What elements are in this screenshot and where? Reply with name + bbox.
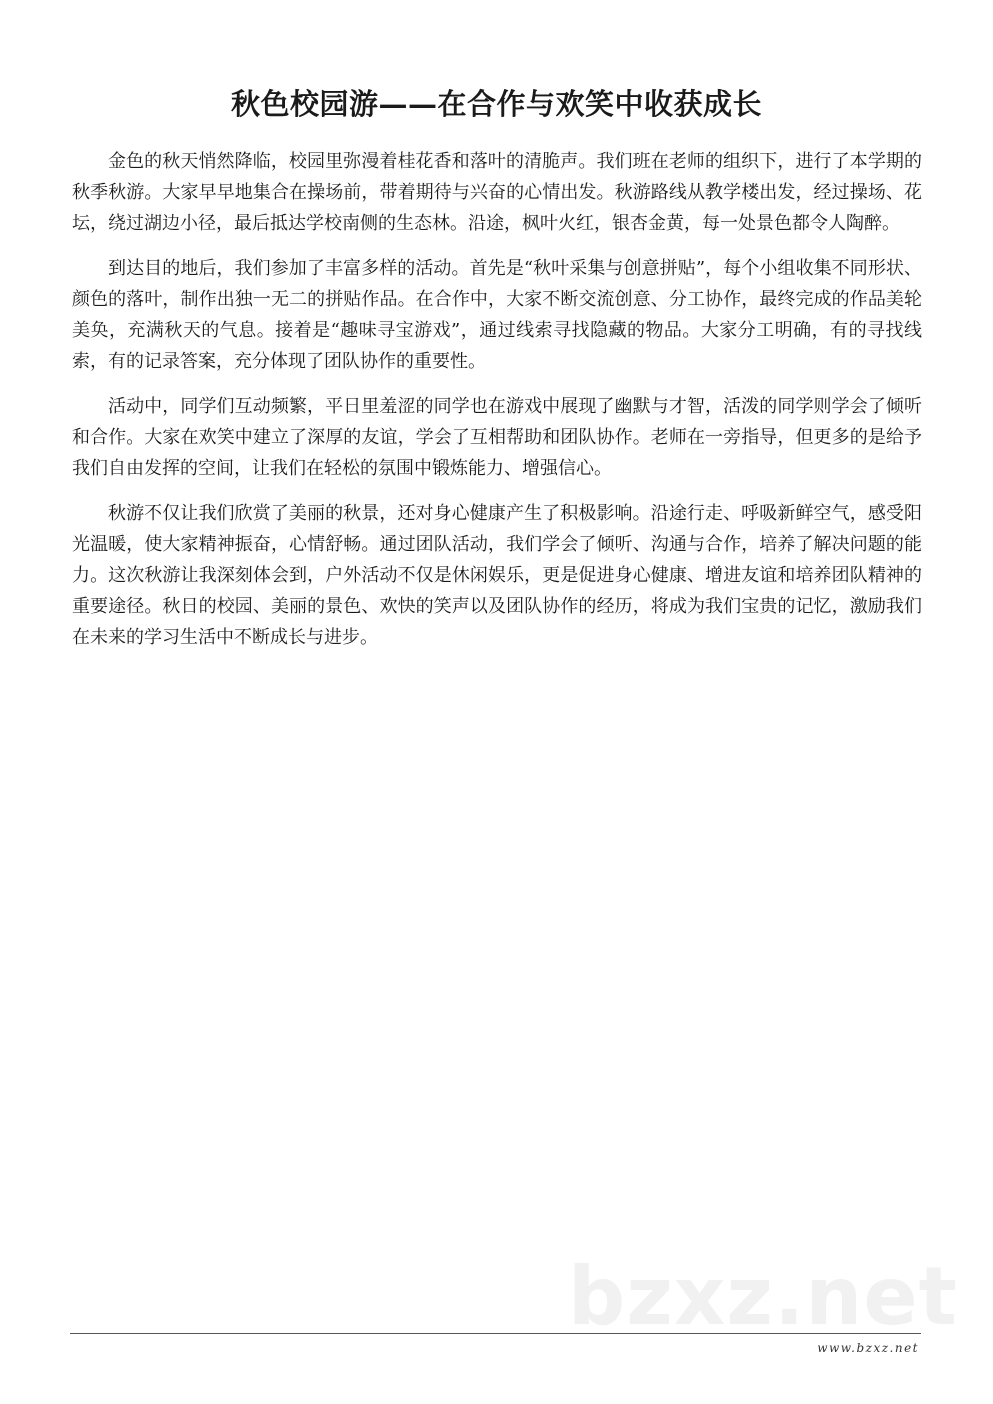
paragraph-1: 金色的秋天悄然降临，校园里弥漫着桂花香和落叶的清脆声。我们班在老师的组织下，进行了本学期的秋季秋游。大家早早地集合在操场前，带着期待与兴奋的心情出发。秋游路线从教学楼出发，经过操场、花坛，绕过湖边小径，最后抵达学校南侧的生态林。沿途，枫叶火红，银杏金黄，每一处景色都令人陶醉。 — [72, 151, 922, 234]
footer-url: www.bzxz.net — [817, 1341, 919, 1355]
footer-divider — [70, 1333, 921, 1334]
paragraph-2: 到达目的地后，我们参加了丰富多样的活动。首先是“秋叶采集与创意拼贴”，每个小组收集不同形状、颜色的落叶，制作出独一无二的拼贴作品。在合作中，大家不断交流创意、分工协作，最终完成的作品美轮美奂，充满秋天的气息。接着是“趣味寻宝游戏”，通过线索寻找隐藏的物品。大家分工明确，有的寻找线索，有的记录答案，充分体现了团队协作的重要性。 — [72, 258, 922, 372]
page-title: 秋色校园游——在合作与欢笑中收获成长 — [230, 87, 762, 121]
article-body — [72, 146, 922, 667]
paragraph-3: 活动中，同学们互动频繁，平日里羞涩的同学也在游戏中展现了幽默与才智，活泼的同学则学会了倾听和合作。大家在欢笑中建立了深厚的友谊，学会了互相帮助和团队协作。老师在一旁指导，但更多的是给予我们自由发挥的空间，让我们在轻松的氛围中锻炼能力、增强信心。 — [72, 396, 922, 479]
watermark-logo: bzxz.net — [568, 1250, 958, 1343]
paragraph-4: 秋游不仅让我们欣赏了美丽的秋景，还对身心健康产生了积极影响。沿途行走、呼吸新鲜空气，感受阳光温暖，使大家精神振奋，心情舒畅。通过团队活动，我们学会了倾听、沟通与合作，培养了解决问题的能力。这次秋游让我深刻体会到，户外活动不仅是休闲娱乐，更是促进身心健康、增进友谊和培养团队精神的重要途径。秋日的校园、美丽的景色、欢快的笑声以及团队协作的经历，将成为我们宝贵的记忆，激励我们在未来的学习生活中不断成长与进步。 — [72, 503, 922, 648]
